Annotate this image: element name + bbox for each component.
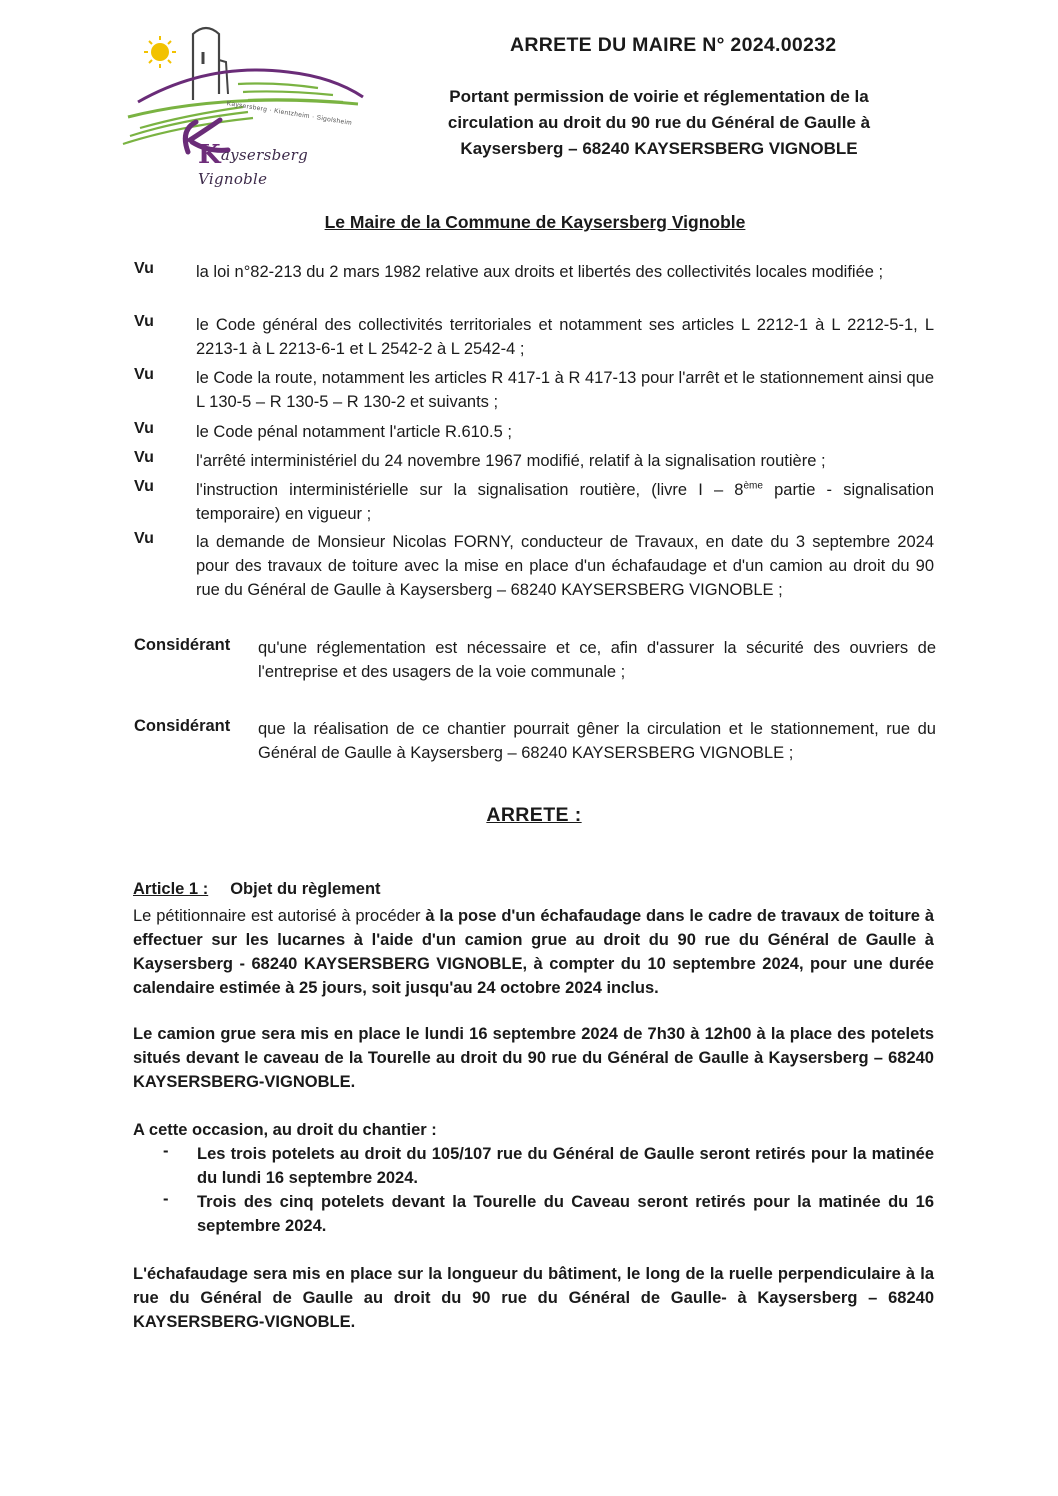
logo-initial: K	[198, 140, 221, 170]
considerant-label: Considérant	[134, 636, 231, 654]
paragraph-normal-text: Le pétitionnaire est autorisé à procéder	[133, 907, 426, 925]
vu-text: l'arrêté interministériel du 24 novembre 1967 modifié, relatif à la signalisation routière ;	[196, 452, 826, 470]
bullet-dash: -	[163, 1190, 169, 1208]
vu-text-part: l'instruction interministérielle sur la signalisation routière, (livre I – 8	[196, 481, 744, 499]
article-title: Objet du règlement	[230, 880, 381, 898]
subtitle-line: Kaysersberg – 68240 KAYSERSBERG VIGNOBLE	[460, 139, 858, 158]
vu-text: le Code pénal notamment l'article R.610.5 ;	[196, 423, 512, 441]
vu-text	[196, 478, 934, 526]
vu-label: Vu	[134, 366, 154, 383]
article-number: Article 1 :	[133, 880, 209, 898]
vu-label: Vu	[134, 420, 154, 437]
vu-label: Vu	[134, 260, 154, 277]
vu-label: Vu	[134, 449, 154, 466]
logo-brand-rest: aysersberg Vignoble	[198, 146, 309, 188]
bullet-dash: -	[163, 1142, 169, 1160]
vu-label: Vu	[134, 478, 154, 495]
article-1-paragraph: L'échafaudage sera mis en place sur la longueur du bâtiment, le long de la ruelle perpendiculaire à la rue du Général de Gaulle au droit du 90 rue du Général de Gaulle- à Kaysersberg – 68240 KAYSERSBERG-VIGNOBLE.	[133, 1265, 934, 1331]
vu-label: Vu	[134, 530, 154, 547]
article-1-heading	[133, 880, 381, 899]
vu-text: le Code général des collectivités territoriales et notamment ses articles L 2212-1 à L 2212-5-1, L 2213-1 à L 2213-6-1 et L 2542-2 à L 2542-4 ;	[196, 316, 934, 358]
logo-subtext: Kaysersberg · Kientzheim · Sigolsheim	[226, 100, 353, 127]
paragraph-bold-text: à la pose d'un échafaudage dans le cadre de travaux de toiture à effectuer sur les lucarnes à l'aide d'un camion grue au droit du 90 rue du Général de Gaulle à Kaysersberg - 68240 KAYSERSBERG VIGNOBLE, à compter du 10 septembre 2024, pour une durée calendaire estimée à 25 jours, soit jusqu'au 24 octobre 2024 inclus.	[133, 907, 934, 997]
vu-text: la demande de Monsieur Nicolas FORNY, conducteur de Travaux, en date du 3 septembre 2024 pour des travaux de toiture avec la mise en place d'un échafaudage et d'un camion au droit du 90 rue du Général de Gaulle à Kaysersberg – 68240 KAYSERSBERG VIGNOBLE ;	[196, 533, 934, 599]
arrete-subtitle	[414, 84, 904, 162]
arrete-heading: ARRETE :	[486, 804, 582, 826]
vu-text-part: partie - signalisation temporaire) en vigueur ;	[196, 481, 935, 523]
considerant-label: Considérant	[134, 717, 231, 735]
considerant-text: qu'une réglementation est nécessaire et ce, afin d'assurer la sécurité des ouvriers de l'entreprise et des usagers de la voie communale ;	[258, 639, 936, 681]
bullet-text: Les trois potelets au droit du 105/107 rue du Général de Gaulle seront retirés pour la matinée du lundi 16 septembre 2024.	[197, 1145, 934, 1187]
article-1-paragraph: A cette occasion, au droit du chantier :	[133, 1121, 437, 1139]
kaysersberg-vignoble-logo	[118, 22, 368, 188]
vu-text: la loi n°82-213 du 2 mars 1982 relative aux droits et libertés des collectivités locales modifiée ;	[196, 263, 884, 281]
considerant-text: que la réalisation de ce chantier pourrait gêner la circulation et le stationnement, rue du Général de Gaulle à Kaysersberg – 68240 KAYSERSBERG VIGNOBLE ;	[258, 720, 936, 762]
subtitle-line: circulation au droit du 90 rue du Général de Gaulle à	[447, 113, 871, 132]
vu-text-superscript: ème	[743, 480, 763, 492]
subtitle-line: Portant permission de voirie et réglementation de la	[449, 87, 869, 106]
article-1-paragraph	[133, 904, 934, 1000]
maire-heading: Le Maire de la Commune de Kaysersberg Vignoble	[324, 212, 746, 232]
arrete-number-title: ARRETE DU MAIRE N° 2024.00232	[510, 34, 837, 56]
vu-label: Vu	[134, 313, 154, 330]
vu-text: le Code la route, notamment les articles R 417-1 à R 417-13 pour l'arrêt et le stationnement ainsi que L 130-5 – R 130-5 – R 130-2 et suivants ;	[196, 369, 934, 411]
bullet-text: Trois des cinq potelets devant la Tourelle du Caveau seront retirés pour la matinée du 16 septembre 2024.	[197, 1193, 934, 1235]
article-1-paragraph: Le camion grue sera mis en place le lundi 16 septembre 2024 de 7h30 à 12h00 à la place des potelets situés devant le caveau de la Tourelle au droit du 90 rue du Général de Gaulle à Kaysersberg – 68240 KAYSERSBERG-VIGNOBLE.	[133, 1025, 934, 1091]
logo-brand-text	[198, 140, 368, 188]
